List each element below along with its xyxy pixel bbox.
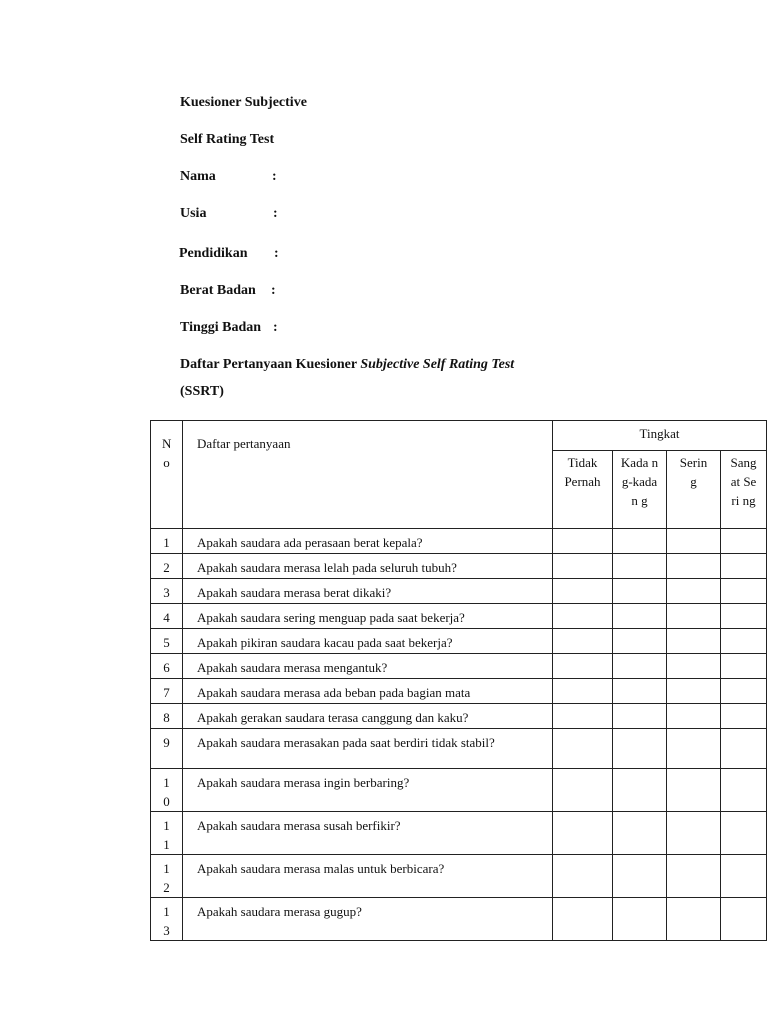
option-header: Serin g <box>667 451 721 529</box>
row-number: 7 <box>151 679 183 704</box>
answer-cell[interactable] <box>667 812 721 855</box>
row-number: 1 2 <box>151 855 183 898</box>
question-text: Apakah saudara merasa mengantuk? <box>183 654 553 679</box>
answer-cell[interactable] <box>553 769 613 812</box>
answer-cell[interactable] <box>613 769 667 812</box>
answer-cell[interactable] <box>553 554 613 579</box>
answer-cell[interactable] <box>721 529 767 554</box>
answer-cell[interactable] <box>553 579 613 604</box>
answer-cell[interactable] <box>613 729 667 769</box>
answer-cell[interactable] <box>721 604 767 629</box>
answer-cell[interactable] <box>667 704 721 729</box>
table-row <box>151 729 767 769</box>
field-label: Pendidikan <box>179 246 248 261</box>
answer-cell[interactable] <box>667 679 721 704</box>
option-header: Tidak Pernah <box>553 451 613 529</box>
question-text: Apakah saudara merasa malas untuk berbicara? <box>183 855 553 898</box>
questionnaire-table <box>150 420 767 941</box>
field-label: Nama <box>180 169 216 184</box>
field-colon: : <box>273 206 278 221</box>
option-header: Sang at Seri ng <box>721 451 767 529</box>
answer-cell[interactable] <box>667 855 721 898</box>
question-list-title <box>180 357 514 373</box>
answer-cell[interactable] <box>613 554 667 579</box>
question-text: Apakah saudara merasakan pada saat berdiri tidak stabil? <box>183 729 553 769</box>
row-number: 9 <box>151 729 183 769</box>
table-row <box>151 769 767 812</box>
question-text: Apakah saudara merasa susah berfikir? <box>183 812 553 855</box>
answer-cell[interactable] <box>667 529 721 554</box>
questionnaire-title: Kuesioner Subjective <box>180 95 307 110</box>
answer-cell[interactable] <box>721 855 767 898</box>
question-text: Apakah saudara merasa ingin berbaring? <box>183 769 553 812</box>
table-row <box>151 529 767 554</box>
answer-cell[interactable] <box>721 554 767 579</box>
question-text: Apakah saudara ada perasaan berat kepala? <box>183 529 553 554</box>
answer-cell[interactable] <box>721 729 767 769</box>
answer-cell[interactable] <box>553 855 613 898</box>
field-tinggi-badan <box>180 320 278 336</box>
answer-cell[interactable] <box>721 629 767 654</box>
table-row <box>151 855 767 898</box>
field-colon: : <box>272 169 277 184</box>
answer-cell[interactable] <box>613 855 667 898</box>
answer-cell[interactable] <box>553 529 613 554</box>
row-number: 1 0 <box>151 769 183 812</box>
answer-cell[interactable] <box>667 769 721 812</box>
question-text: Apakah pikiran saudara kacau pada saat bekerja? <box>183 629 553 654</box>
field-usia <box>180 206 278 222</box>
table-row <box>151 579 767 604</box>
answer-cell[interactable] <box>721 898 767 941</box>
answer-cell[interactable] <box>667 554 721 579</box>
answer-cell[interactable] <box>553 729 613 769</box>
field-label: Tinggi Badan <box>180 320 262 335</box>
row-number: 6 <box>151 654 183 679</box>
field-nama <box>180 169 277 185</box>
answer-cell[interactable] <box>721 679 767 704</box>
table-row <box>151 898 767 941</box>
table-row <box>151 704 767 729</box>
answer-cell[interactable] <box>613 704 667 729</box>
answer-cell[interactable] <box>721 579 767 604</box>
answer-cell[interactable] <box>667 729 721 769</box>
col-no-header: N o <box>151 421 183 529</box>
answer-cell[interactable] <box>721 654 767 679</box>
list-title-italic: Subjective Self Rating Test <box>360 357 515 372</box>
answer-cell[interactable] <box>613 604 667 629</box>
question-text: Apakah gerakan saudara terasa canggung dan kaku? <box>183 704 553 729</box>
answer-cell[interactable] <box>553 629 613 654</box>
list-title-plain: Daftar Pertanyaan Kuesioner <box>180 357 361 372</box>
answer-cell[interactable] <box>613 812 667 855</box>
col-question-header: Daftar pertanyaan <box>183 421 553 529</box>
option-header: Kada ng-kadan g <box>613 451 667 529</box>
field-colon: : <box>274 246 279 261</box>
answer-cell[interactable] <box>613 629 667 654</box>
row-number: 2 <box>151 554 183 579</box>
table-row <box>151 812 767 855</box>
row-number: 5 <box>151 629 183 654</box>
field-colon: : <box>273 320 278 335</box>
answer-cell[interactable] <box>613 529 667 554</box>
question-text: Apakah saudara merasa gugup? <box>183 898 553 941</box>
answer-cell[interactable] <box>553 704 613 729</box>
answer-cell[interactable] <box>721 812 767 855</box>
answer-cell[interactable] <box>667 898 721 941</box>
answer-cell[interactable] <box>613 679 667 704</box>
answer-cell[interactable] <box>553 679 613 704</box>
question-text: Apakah saudara sering menguap pada saat bekerja? <box>183 604 553 629</box>
table-row <box>151 654 767 679</box>
field-label: Berat Badan <box>180 283 256 298</box>
answer-cell[interactable] <box>553 812 613 855</box>
answer-cell[interactable] <box>721 769 767 812</box>
questionnaire-subtitle: Self Rating Test <box>180 132 275 147</box>
answer-cell[interactable] <box>667 654 721 679</box>
row-number: 1 1 <box>151 812 183 855</box>
answer-cell[interactable] <box>667 629 721 654</box>
field-berat-badan <box>180 283 276 299</box>
answer-cell[interactable] <box>553 654 613 679</box>
question-text: Apakah saudara merasa berat dikaki? <box>183 579 553 604</box>
field-colon: : <box>271 283 276 298</box>
question-list-abbr: (SSRT) <box>180 384 224 399</box>
row-number: 1 3 <box>151 898 183 941</box>
row-number: 8 <box>151 704 183 729</box>
table-row <box>151 554 767 579</box>
row-number: 1 <box>151 529 183 554</box>
row-number: 3 <box>151 579 183 604</box>
field-label: Usia <box>180 206 207 221</box>
field-pendidikan <box>179 246 279 262</box>
question-text: Apakah saudara merasa ada beban pada bagian mata <box>183 679 553 704</box>
table-row <box>151 679 767 704</box>
answer-cell[interactable] <box>667 604 721 629</box>
answer-cell[interactable] <box>613 579 667 604</box>
table-header-row <box>151 421 767 451</box>
row-number: 4 <box>151 604 183 629</box>
answer-cell[interactable] <box>553 604 613 629</box>
answer-cell[interactable] <box>721 704 767 729</box>
table-row <box>151 604 767 629</box>
answer-cell[interactable] <box>553 898 613 941</box>
table-row <box>151 629 767 654</box>
answer-cell[interactable] <box>667 579 721 604</box>
answer-cell[interactable] <box>613 898 667 941</box>
question-text: Apakah saudara merasa lelah pada seluruh tubuh? <box>183 554 553 579</box>
col-group-header: Tingkat <box>553 421 767 451</box>
answer-cell[interactable] <box>613 654 667 679</box>
